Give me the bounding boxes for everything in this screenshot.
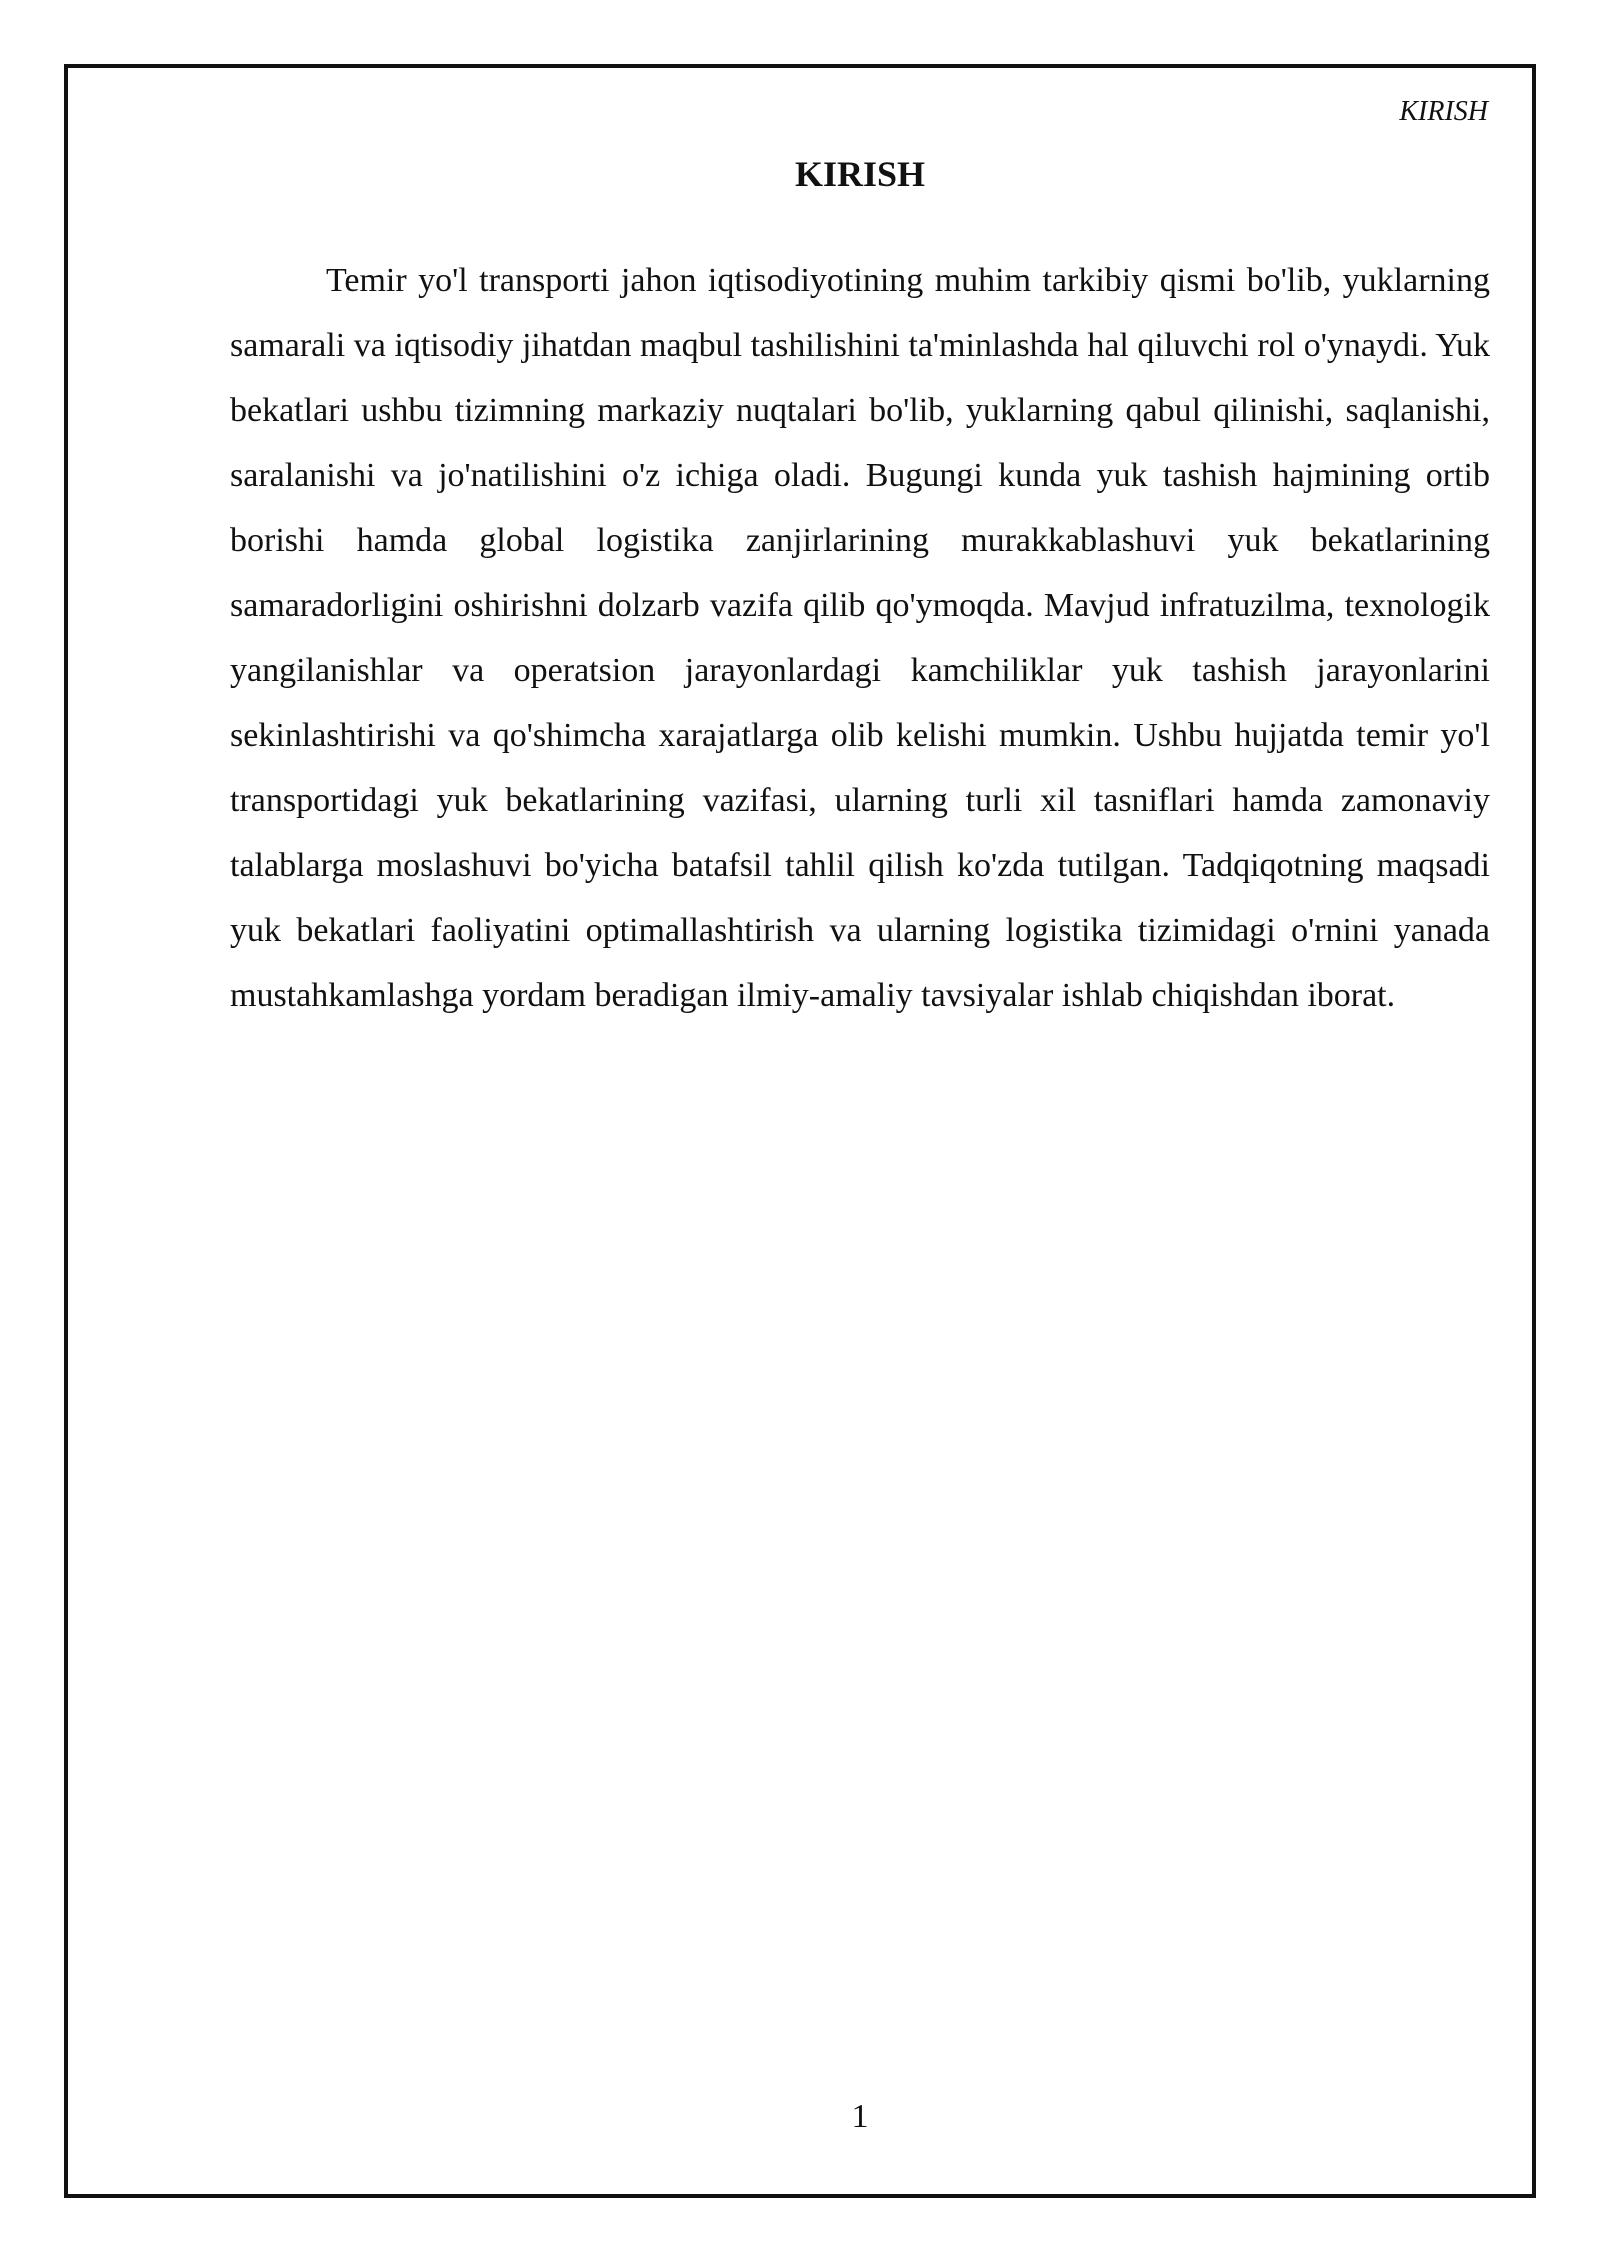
page-number: 1: [851, 2098, 869, 2135]
running-header: KIRISH: [1399, 96, 1488, 127]
page-title: KIRISH: [794, 154, 926, 194]
body-paragraph: Temir yo'l transporti jahon iqtisodiyotining muhim tarkibiy qismi bo'lib, yuklarning samarali va iqtisodiy jihatdan maqbul tashilishini ta'minlashda hal qiluvchi rol o'ynaydi. Yuk bekatlari ushbu tizimning markaziy nuqtalari bo'lib, yuklarning qabul qilinishi, saqlanishi, saralanishi va jo'natilishini o'z ichiga oladi. Bugungi kunda yuk tashish hajmining ortib borishi hamda global logistika zanjirlarining murakkablashuvi yuk bekatlarining samaradorligini oshirishni dolzarb vazifa qilib qo'ymoqda. Mavjud infratuzilma, texnologik yangilanishlar va operatsion jarayonlardagi kamchiliklar yuk tashish jarayonlarini sekinlashtirishi va qo'shimcha xarajatlarga olib kelishi mumkin. Ushbu hujjatda temir yo'l transportidagi yuk bekatlarining vazifasi, ularning turli xil tasniflari hamda zamonaviy talablarga moslashuvi bo'yicha batafsil tahlil qilish ko'zda tutilgan. Tadqiqotning maqsadi yuk bekatlari faoliyatini optimallashtirish va ularning logistika tizimidagi o'rnini yanada mustahkamlashga yordam beradigan ilmiy-amaliy tavsiyalar ishlab chiqishdan iborat.: [230, 262, 1490, 1014]
